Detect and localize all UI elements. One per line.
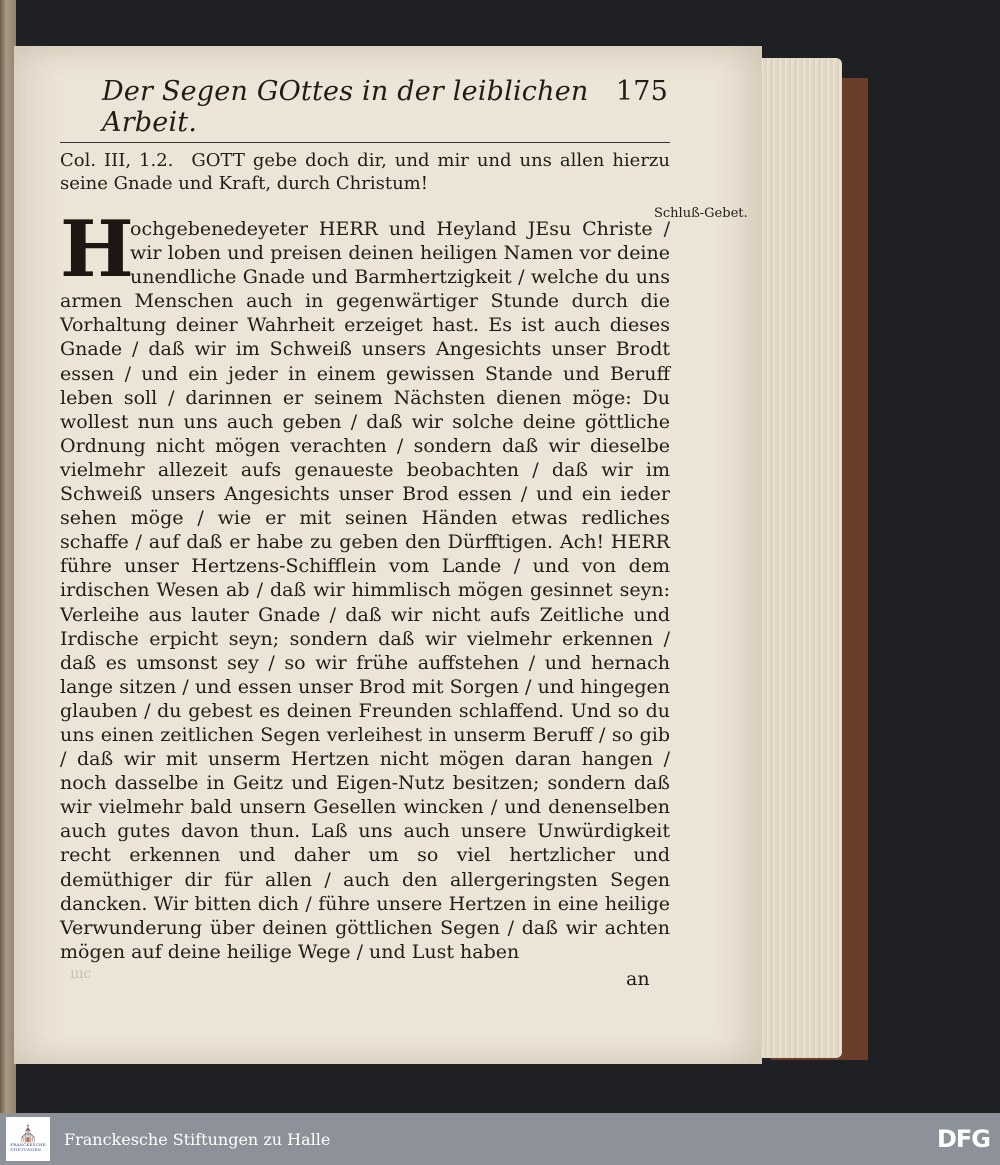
institution-name[interactable]: Franckesche Stiftungen zu Halle [64,1129,331,1149]
book-page [14,46,762,1064]
bleed-through-mark: ıııc [70,966,92,982]
institution-logo[interactable] [6,1117,50,1161]
page-number: 175 [615,76,668,107]
prayer-paragraph [60,204,670,964]
logo-label: FRANCKESCHE STIFTUNGEN [10,1142,46,1152]
reference-line [60,149,670,195]
drop-cap: H [60,204,134,295]
reference-text: GOTT gebe doch dir, und mir und uns allen hierzu seine Gnade und Kraft, durch Christum! [60,150,670,194]
page-content [60,76,670,964]
building-icon: ⛪ [18,1124,38,1143]
prayer-text: ochgebenedeyeter HERR und Heyland JEsu Christe / wir loben und preisen deinen heiligen Namen vor deine unendliche Gnade und Barmhertzigkeit / welche du uns armen Menschen auch in gegenwärtiger Stunde durch die Vorhaltung deiner Wahrheit erzeiget hast. Es ist auch dieses Gnade / daß wir im Schweiß unsers Angesichts unser Brodt essen / und ein jeder in einem gewissen Stande und Beruff leben soll / darinnen er seinem Nächsten dienen möge: Du wollest nun uns auch geben / daß wir solche deine göttliche Ordnung nicht mögen verachten / sondern daß wir dieselbe vielmehr allezeit aufs genaueste beobachten / daß wir im Schweiß unsers Angesichts unser Brod essen / und ein ieder sehen möge / wie er mit seinen Händen etwas redliches schaffe / auf daß er habe zu geben den Dürfftigen. Ach! HERR führe unser Hertzens-Schifflein vom Lande / und von dem irdischen Wesen ab / daß wir himmlisch mögen gesinnet seyn: Verleihe aus lauter Gnade / daß wir nicht aufs Zeitliche und Irdische erpicht seyn; sondern daß wir vielmehr erkennen / daß es umsonst sey / so wir frühe auffstehen / und hernach lange sitzen / und essen unser Brod mit Sorgen / und hingegen glauben / du gebest es deinen Freunden schlaffend. Und so du uns einen zeitlichen Segen verleihest in unserm Beruff / so gib / daß wir mit unserm Hertzen nicht mögen daran hangen / noch dasselbe in Geitz und Eigen-Nutz besitzen; sondern daß wir vielmehr bald unsern Gesellen wincken / und denenselben auch gutes davon thun. Laß uns auch unsere Unwürdigkeit recht erkennen und daher um so viel hertzlicher und demüthiger dir für allen / auch den allergeringsten Segen dancken. Wir bitten dich / führe unsere Hertzen in eine heilige Verwunderung über deinen göttlichen Segen / daß wir achten mögen auf deine heilige Wege / und Lust haben [60,218,670,963]
margin-note: Schluß-Gebet. [654,206,748,221]
catchword: an [626,968,650,990]
running-head-title: Der Segen GOttes in der leiblichen Arbeit. [102,76,589,138]
running-head [60,76,670,143]
dfg-logo[interactable]: DFG [936,1125,990,1153]
bible-citation: Col. III, 1.2. [60,150,174,171]
page-stack-edge [752,58,842,1058]
viewer-footer [0,1113,1000,1165]
